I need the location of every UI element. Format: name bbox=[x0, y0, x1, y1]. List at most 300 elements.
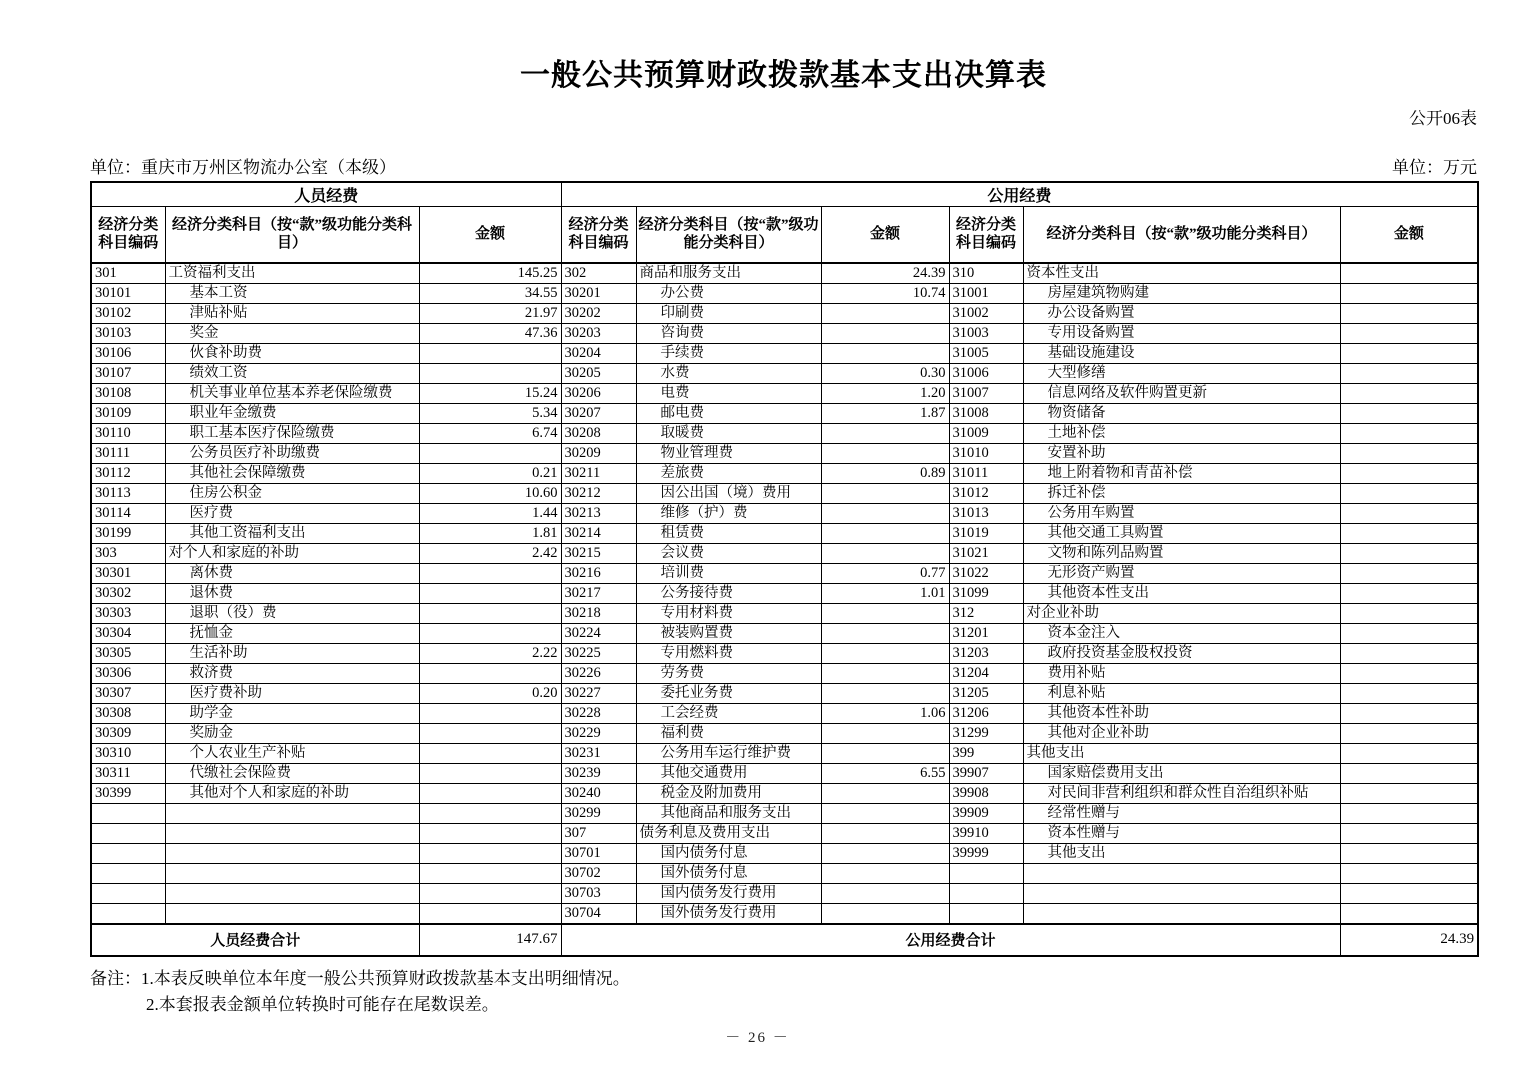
subject-cell: 差旅费 bbox=[636, 463, 821, 483]
amount-cell bbox=[1340, 603, 1478, 623]
code-cell: 30208 bbox=[561, 423, 636, 443]
subject-cell: 福利费 bbox=[636, 723, 821, 743]
code-cell: 30206 bbox=[561, 383, 636, 403]
amount-cell: 34.55 bbox=[419, 283, 561, 303]
amount-cell: 10.60 bbox=[419, 483, 561, 503]
amount-cell: 6.74 bbox=[419, 423, 561, 443]
table-group-header-row bbox=[91, 182, 1478, 207]
amount-cell bbox=[1340, 543, 1478, 563]
amount-cell bbox=[821, 783, 949, 803]
code-cell: 30301 bbox=[91, 563, 165, 583]
subject-cell: 办公设备购置 bbox=[1023, 303, 1340, 323]
amount-cell bbox=[1340, 863, 1478, 883]
amount-cell bbox=[821, 603, 949, 623]
table-row bbox=[91, 763, 1478, 783]
amount-column-header: 金额 bbox=[419, 207, 561, 263]
amount-cell bbox=[821, 343, 949, 363]
amount-cell bbox=[1340, 783, 1478, 803]
table-row bbox=[91, 863, 1478, 883]
subject-cell: 文物和陈列品购置 bbox=[1023, 543, 1340, 563]
amount-cell bbox=[821, 443, 949, 463]
subject-cell: 其他对个人和家庭的补助 bbox=[165, 783, 419, 803]
code-cell: 30111 bbox=[91, 443, 165, 463]
amount-cell bbox=[821, 863, 949, 883]
subject-cell bbox=[165, 903, 419, 924]
code-cell: 30209 bbox=[561, 443, 636, 463]
page-number: － 26 － bbox=[725, 1030, 790, 1046]
table-row bbox=[91, 283, 1478, 303]
code-cell: 30229 bbox=[561, 723, 636, 743]
code-cell: 31203 bbox=[949, 643, 1023, 663]
code-cell: 31009 bbox=[949, 423, 1023, 443]
code-cell: 30303 bbox=[91, 603, 165, 623]
code-cell: 30207 bbox=[561, 403, 636, 423]
subject-cell: 医疗费补助 bbox=[165, 683, 419, 703]
subject-cell: 电费 bbox=[636, 383, 821, 403]
code-cell: 30212 bbox=[561, 483, 636, 503]
code-cell: 31204 bbox=[949, 663, 1023, 683]
subject-cell: 国内债务付息 bbox=[636, 843, 821, 863]
totals-row bbox=[91, 924, 1478, 956]
subject-cell: 对民间非营利组织和群众性自治组织补贴 bbox=[1023, 783, 1340, 803]
amount-cell bbox=[1340, 743, 1478, 763]
amount-cell bbox=[1340, 283, 1478, 303]
amount-cell bbox=[1340, 343, 1478, 363]
subject-cell: 办公费 bbox=[636, 283, 821, 303]
code-cell: 31299 bbox=[949, 723, 1023, 743]
amount-cell: 15.24 bbox=[419, 383, 561, 403]
table-row bbox=[91, 383, 1478, 403]
table-row bbox=[91, 543, 1478, 563]
table-row bbox=[91, 743, 1478, 763]
amount-cell bbox=[419, 763, 561, 783]
table-row bbox=[91, 343, 1478, 363]
subject-cell bbox=[1023, 903, 1340, 924]
code-cell: 30214 bbox=[561, 523, 636, 543]
subject-cell: 抚恤金 bbox=[165, 623, 419, 643]
code-cell: 30110 bbox=[91, 423, 165, 443]
subject-cell: 其他交通工具购置 bbox=[1023, 523, 1340, 543]
code-cell: 30107 bbox=[91, 363, 165, 383]
amount-cell: 24.39 bbox=[821, 263, 949, 284]
code-cell: 30310 bbox=[91, 743, 165, 763]
code-cell: 30399 bbox=[91, 783, 165, 803]
code-cell: 30103 bbox=[91, 323, 165, 343]
amount-cell: 0.21 bbox=[419, 463, 561, 483]
subject-cell: 物业管理费 bbox=[636, 443, 821, 463]
subject-cell: 税金及附加费用 bbox=[636, 783, 821, 803]
code-cell: 30224 bbox=[561, 623, 636, 643]
amount-cell bbox=[419, 823, 561, 843]
subject-cell: 因公出国（境）费用 bbox=[636, 483, 821, 503]
amount-cell bbox=[419, 663, 561, 683]
code-cell: 301 bbox=[91, 263, 165, 284]
amount-cell bbox=[1340, 503, 1478, 523]
amount-cell: 2.22 bbox=[419, 643, 561, 663]
table-row bbox=[91, 583, 1478, 603]
subject-cell: 资本性赠与 bbox=[1023, 823, 1340, 843]
subject-cell: 被装购置费 bbox=[636, 623, 821, 643]
code-cell: 31201 bbox=[949, 623, 1023, 643]
code-cell: 307 bbox=[561, 823, 636, 843]
code-cell: 31005 bbox=[949, 343, 1023, 363]
note-line: 2.本套报表金额单位转换时可能存在尾数误差。 bbox=[146, 994, 499, 1014]
subject-cell: 债务利息及费用支出 bbox=[636, 823, 821, 843]
amount-cell: 1.01 bbox=[821, 583, 949, 603]
code-cell: 30702 bbox=[561, 863, 636, 883]
table-row bbox=[91, 483, 1478, 503]
code-cell: 30109 bbox=[91, 403, 165, 423]
amount-cell bbox=[821, 643, 949, 663]
code-cell: 30216 bbox=[561, 563, 636, 583]
subject-cell: 其他支出 bbox=[1023, 843, 1340, 863]
code-cell: 30306 bbox=[91, 663, 165, 683]
table-row bbox=[91, 523, 1478, 543]
subject-cell: 政府投资基金股权投资 bbox=[1023, 643, 1340, 663]
subject-cell: 对个人和家庭的补助 bbox=[165, 543, 419, 563]
amount-cell bbox=[821, 883, 949, 903]
code-cell bbox=[949, 883, 1023, 903]
code-cell: 30205 bbox=[561, 363, 636, 383]
code-cell: 30204 bbox=[561, 343, 636, 363]
code-cell: 30302 bbox=[91, 583, 165, 603]
currency-unit-label: 单位：万元 bbox=[1392, 158, 1477, 177]
code-cell: 30228 bbox=[561, 703, 636, 723]
amount-cell bbox=[419, 843, 561, 863]
code-cell: 303 bbox=[91, 543, 165, 563]
code-cell: 30201 bbox=[561, 283, 636, 303]
subject-cell: 伙食补助费 bbox=[165, 343, 419, 363]
table-row bbox=[91, 323, 1478, 343]
amount-cell bbox=[1340, 683, 1478, 703]
subject-cell: 绩效工资 bbox=[165, 363, 419, 383]
table-row bbox=[91, 623, 1478, 643]
amount-cell: 1.87 bbox=[821, 403, 949, 423]
unit-info-row bbox=[90, 153, 1477, 178]
table-row bbox=[91, 263, 1478, 284]
note-line: 备注：1.本表反映单位本年度一般公共预算财政拨款基本支出明细情况。 bbox=[90, 968, 630, 988]
subject-cell: 手续费 bbox=[636, 343, 821, 363]
amount-cell bbox=[821, 663, 949, 683]
amount-cell: 0.20 bbox=[419, 683, 561, 703]
amount-cell: 0.77 bbox=[821, 563, 949, 583]
code-cell: 31022 bbox=[949, 563, 1023, 583]
code-cell: 30112 bbox=[91, 463, 165, 483]
subject-cell: 住房公积金 bbox=[165, 483, 419, 503]
subject-cell: 物资储备 bbox=[1023, 403, 1340, 423]
code-cell: 30203 bbox=[561, 323, 636, 343]
subject-cell: 个人农业生产补贴 bbox=[165, 743, 419, 763]
subject-cell: 其他商品和服务支出 bbox=[636, 803, 821, 823]
code-cell: 30704 bbox=[561, 903, 636, 924]
subject-cell: 费用补贴 bbox=[1023, 663, 1340, 683]
subject-cell: 公务员医疗补助缴费 bbox=[165, 443, 419, 463]
subject-cell: 委托业务费 bbox=[636, 683, 821, 703]
table-column-header-row bbox=[91, 207, 1478, 263]
code-cell: 30213 bbox=[561, 503, 636, 523]
table-row bbox=[91, 883, 1478, 903]
amount-cell bbox=[821, 623, 949, 643]
subject-cell: 利息补贴 bbox=[1023, 683, 1340, 703]
code-cell: 31206 bbox=[949, 703, 1023, 723]
amount-cell bbox=[1340, 623, 1478, 643]
amount-cell bbox=[1340, 403, 1478, 423]
code-cell: 30102 bbox=[91, 303, 165, 323]
code-cell: 31002 bbox=[949, 303, 1023, 323]
subject-cell: 其他交通费用 bbox=[636, 763, 821, 783]
amount-cell bbox=[821, 423, 949, 443]
subject-cell: 其他资本性补助 bbox=[1023, 703, 1340, 723]
code-cell: 30106 bbox=[91, 343, 165, 363]
amount-cell bbox=[1340, 443, 1478, 463]
code-cell: 30217 bbox=[561, 583, 636, 603]
amount-cell bbox=[821, 743, 949, 763]
subject-cell: 培训费 bbox=[636, 563, 821, 583]
subject-cell: 其他社会保障缴费 bbox=[165, 463, 419, 483]
code-cell: 399 bbox=[949, 743, 1023, 763]
code-cell: 31008 bbox=[949, 403, 1023, 423]
subject-cell: 专用燃料费 bbox=[636, 643, 821, 663]
amount-cell bbox=[1340, 383, 1478, 403]
subject-cell: 公务用车运行维护费 bbox=[636, 743, 821, 763]
personnel-group-header: 人员经费 bbox=[91, 182, 561, 207]
amount-cell bbox=[1340, 663, 1478, 683]
amount-cell bbox=[1340, 803, 1478, 823]
subject-cell: 离休费 bbox=[165, 563, 419, 583]
code-cell: 302 bbox=[561, 263, 636, 284]
amount-cell bbox=[821, 843, 949, 863]
subject-column-header: 经济分类科目（按“款”级功能分类科目） bbox=[1023, 207, 1340, 263]
amount-cell: 1.20 bbox=[821, 383, 949, 403]
amount-cell bbox=[1340, 643, 1478, 663]
subject-cell: 公务用车购置 bbox=[1023, 503, 1340, 523]
amount-cell: 21.97 bbox=[419, 303, 561, 323]
subject-cell: 退休费 bbox=[165, 583, 419, 603]
code-cell bbox=[91, 823, 165, 843]
code-cell: 31013 bbox=[949, 503, 1023, 523]
subject-cell: 邮电费 bbox=[636, 403, 821, 423]
page-title: 一般公共预算财政拨款基本支出决算表 bbox=[520, 59, 1047, 92]
amount-cell bbox=[821, 723, 949, 743]
code-cell bbox=[91, 883, 165, 903]
table-number-label: 公开06表 bbox=[1409, 109, 1477, 128]
amount-cell bbox=[419, 783, 561, 803]
code-cell: 30202 bbox=[561, 303, 636, 323]
amount-cell bbox=[1340, 463, 1478, 483]
amount-cell bbox=[821, 483, 949, 503]
code-cell: 31011 bbox=[949, 463, 1023, 483]
amount-cell: 6.55 bbox=[821, 763, 949, 783]
code-cell: 31001 bbox=[949, 283, 1023, 303]
subject-cell: 专用设备购置 bbox=[1023, 323, 1340, 343]
amount-cell: 0.30 bbox=[821, 363, 949, 383]
code-cell: 30114 bbox=[91, 503, 165, 523]
amount-cell bbox=[1340, 763, 1478, 783]
subject-cell: 房屋建筑物购建 bbox=[1023, 283, 1340, 303]
code-cell: 31007 bbox=[949, 383, 1023, 403]
amount-cell bbox=[1340, 583, 1478, 603]
amount-cell: 145.25 bbox=[419, 263, 561, 284]
subject-cell: 水费 bbox=[636, 363, 821, 383]
public-total-value: 24.39 bbox=[1340, 924, 1478, 956]
amount-cell bbox=[1340, 843, 1478, 863]
amount-cell: 1.81 bbox=[419, 523, 561, 543]
amount-cell bbox=[821, 323, 949, 343]
subject-cell: 奖励金 bbox=[165, 723, 419, 743]
subject-cell bbox=[1023, 883, 1340, 903]
amount-cell bbox=[419, 563, 561, 583]
subject-cell: 其他对企业补助 bbox=[1023, 723, 1340, 743]
personnel-total-value: 147.67 bbox=[419, 924, 561, 956]
budget-table bbox=[90, 181, 1479, 957]
code-cell: 30101 bbox=[91, 283, 165, 303]
subject-cell: 劳务费 bbox=[636, 663, 821, 683]
subject-cell: 安置补助 bbox=[1023, 443, 1340, 463]
subject-cell: 商品和服务支出 bbox=[636, 263, 821, 284]
amount-cell bbox=[821, 303, 949, 323]
amount-cell bbox=[1340, 363, 1478, 383]
code-cell: 30215 bbox=[561, 543, 636, 563]
code-cell: 30199 bbox=[91, 523, 165, 543]
code-cell: 31205 bbox=[949, 683, 1023, 703]
code-cell: 30218 bbox=[561, 603, 636, 623]
subject-cell: 地上附着物和青苗补偿 bbox=[1023, 463, 1340, 483]
subject-cell: 国外债务发行费用 bbox=[636, 903, 821, 924]
code-cell: 39999 bbox=[949, 843, 1023, 863]
amount-cell bbox=[419, 863, 561, 883]
table-row bbox=[91, 903, 1478, 924]
subject-cell: 工资福利支出 bbox=[165, 263, 419, 284]
amount-cell bbox=[419, 623, 561, 643]
code-cell: 30701 bbox=[561, 843, 636, 863]
subject-cell: 国内债务发行费用 bbox=[636, 883, 821, 903]
code-cell: 31021 bbox=[949, 543, 1023, 563]
table-row bbox=[91, 563, 1478, 583]
subject-cell: 退职（役）费 bbox=[165, 603, 419, 623]
amount-cell bbox=[821, 503, 949, 523]
subject-cell: 国家赔偿费用支出 bbox=[1023, 763, 1340, 783]
public-group-header: 公用经费 bbox=[561, 182, 1478, 207]
code-cell: 30305 bbox=[91, 643, 165, 663]
amount-cell bbox=[821, 543, 949, 563]
code-cell: 30240 bbox=[561, 783, 636, 803]
subject-cell: 资本金注入 bbox=[1023, 623, 1340, 643]
amount-cell bbox=[1340, 883, 1478, 903]
code-cell: 31010 bbox=[949, 443, 1023, 463]
code-column-header: 经济分类科目编码 bbox=[91, 207, 165, 263]
code-cell: 39907 bbox=[949, 763, 1023, 783]
amount-cell bbox=[419, 443, 561, 463]
amount-cell bbox=[1340, 723, 1478, 743]
subject-cell: 印刷费 bbox=[636, 303, 821, 323]
subject-cell: 大型修缮 bbox=[1023, 363, 1340, 383]
amount-cell bbox=[1340, 303, 1478, 323]
amount-cell: 47.36 bbox=[419, 323, 561, 343]
table-row bbox=[91, 803, 1478, 823]
code-column-header: 经济分类科目编码 bbox=[561, 207, 636, 263]
table-row bbox=[91, 303, 1478, 323]
amount-cell bbox=[1340, 483, 1478, 503]
subject-cell: 其他工资福利支出 bbox=[165, 523, 419, 543]
amount-cell bbox=[419, 723, 561, 743]
subject-cell: 专用材料费 bbox=[636, 603, 821, 623]
amount-cell: 1.06 bbox=[821, 703, 949, 723]
code-cell: 30239 bbox=[561, 763, 636, 783]
table-row bbox=[91, 363, 1478, 383]
subject-cell: 基本工资 bbox=[165, 283, 419, 303]
table-row bbox=[91, 403, 1478, 423]
table-row bbox=[91, 843, 1478, 863]
amount-cell bbox=[821, 523, 949, 543]
code-cell: 30307 bbox=[91, 683, 165, 703]
subject-cell: 取暖费 bbox=[636, 423, 821, 443]
subject-cell: 助学金 bbox=[165, 703, 419, 723]
amount-cell bbox=[821, 683, 949, 703]
amount-cell: 2.42 bbox=[419, 543, 561, 563]
amount-cell: 10.74 bbox=[821, 283, 949, 303]
code-cell: 30226 bbox=[561, 663, 636, 683]
code-cell: 39910 bbox=[949, 823, 1023, 843]
code-cell: 30113 bbox=[91, 483, 165, 503]
code-cell: 30308 bbox=[91, 703, 165, 723]
code-cell bbox=[91, 863, 165, 883]
code-column-header: 经济分类科目编码 bbox=[949, 207, 1023, 263]
table-row bbox=[91, 643, 1478, 663]
code-cell: 31099 bbox=[949, 583, 1023, 603]
table-row bbox=[91, 463, 1478, 483]
subject-cell: 救济费 bbox=[165, 663, 419, 683]
subject-cell: 其他资本性支出 bbox=[1023, 583, 1340, 603]
subject-cell bbox=[165, 803, 419, 823]
table-row bbox=[91, 443, 1478, 463]
amount-cell bbox=[821, 803, 949, 823]
code-cell: 30108 bbox=[91, 383, 165, 403]
personnel-total-label: 人员经费合计 bbox=[91, 924, 419, 956]
code-cell: 31012 bbox=[949, 483, 1023, 503]
subject-cell: 咨询费 bbox=[636, 323, 821, 343]
amount-cell bbox=[419, 363, 561, 383]
table-row bbox=[91, 423, 1478, 443]
subject-cell: 基础设施建设 bbox=[1023, 343, 1340, 363]
reporting-unit-label: 单位：重庆市万州区物流办公室（本级） bbox=[90, 158, 396, 177]
table-row bbox=[91, 703, 1478, 723]
subject-cell bbox=[1023, 863, 1340, 883]
subject-cell: 拆迁补偿 bbox=[1023, 483, 1340, 503]
subject-cell: 对企业补助 bbox=[1023, 603, 1340, 623]
code-cell: 312 bbox=[949, 603, 1023, 623]
amount-cell bbox=[1340, 423, 1478, 443]
table-row bbox=[91, 683, 1478, 703]
subject-cell: 代缴社会保险费 bbox=[165, 763, 419, 783]
code-cell: 310 bbox=[949, 263, 1023, 284]
subject-cell: 租赁费 bbox=[636, 523, 821, 543]
subject-cell: 职业年金缴费 bbox=[165, 403, 419, 423]
amount-cell bbox=[1340, 323, 1478, 343]
code-cell: 30225 bbox=[561, 643, 636, 663]
amount-cell: 0.89 bbox=[821, 463, 949, 483]
code-cell bbox=[91, 843, 165, 863]
subject-cell: 国外债务付息 bbox=[636, 863, 821, 883]
table-row bbox=[91, 663, 1478, 683]
amount-cell bbox=[419, 343, 561, 363]
amount-cell bbox=[419, 883, 561, 903]
code-cell: 39908 bbox=[949, 783, 1023, 803]
subject-cell: 无形资产购置 bbox=[1023, 563, 1340, 583]
amount-cell bbox=[419, 743, 561, 763]
code-cell: 31006 bbox=[949, 363, 1023, 383]
amount-cell bbox=[419, 903, 561, 924]
subject-cell: 公务接待费 bbox=[636, 583, 821, 603]
